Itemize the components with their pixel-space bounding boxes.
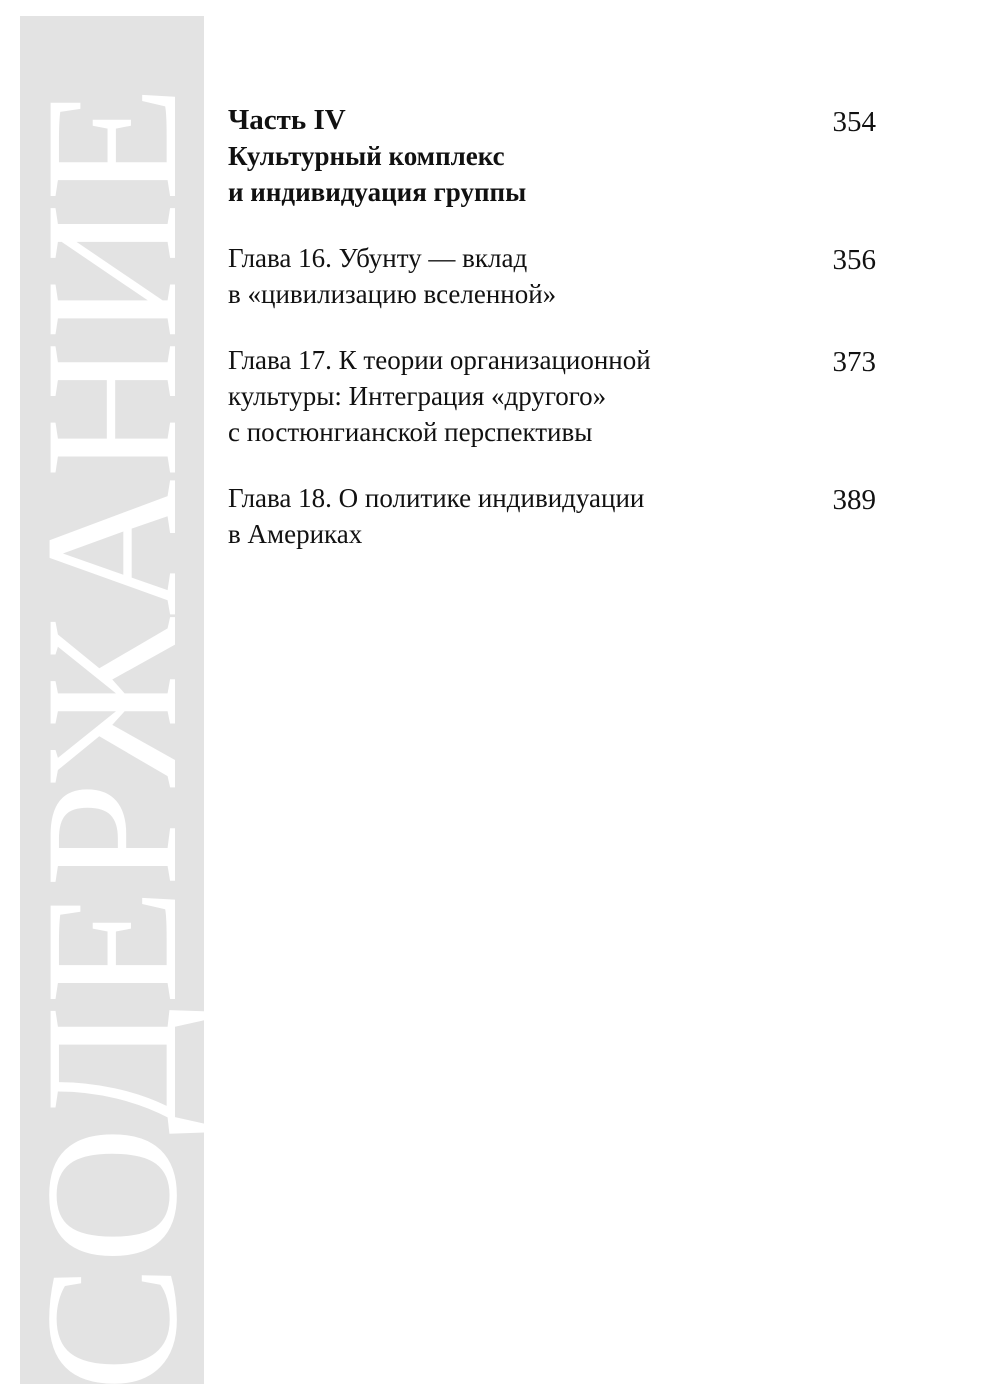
toc-entry-title (228, 480, 698, 552)
toc-entry-part-4[interactable] (228, 102, 876, 210)
side-title-band (7, 16, 217, 1392)
toc-entry-title (228, 240, 698, 312)
toc-entry-title-line: в Америках (228, 519, 363, 549)
toc-entry-chapter-18[interactable] (228, 480, 876, 552)
toc-page-number: 356 (832, 244, 876, 276)
toc-entry-title-line: Глава 17. К теории организационной (228, 345, 651, 375)
toc-entry-title-line: Глава 16. Убунту — вклад (228, 243, 528, 273)
toc-entry-title (228, 102, 698, 210)
toc-entry-chapter-16[interactable] (228, 240, 876, 312)
toc-entry-title-line: с постюнгианской перспективы (228, 417, 593, 447)
toc-entry-title-line: Культурный комплекс (228, 141, 505, 171)
toc-page-number: 354 (832, 106, 876, 138)
toc-page-number: 389 (832, 484, 876, 516)
toc-entry-title-line: Часть IV (228, 104, 346, 136)
toc-entry-title-line: Глава 18. О политике индивидуации (228, 483, 645, 513)
toc-entry-title-line: и индивидуация группы (228, 177, 527, 207)
toc-entry-title-line: культуры: Интеграция «другого» (228, 381, 607, 411)
toc-entry-title-line: в «цивилизацию вселенной» (228, 279, 557, 309)
toc-page-number: 373 (832, 346, 876, 378)
toc-entry-title (228, 342, 698, 450)
table-of-contents (228, 100, 876, 552)
toc-entry-chapter-17[interactable] (228, 342, 876, 450)
side-title: СОДЕРЖАНИЕ (7, 84, 217, 1392)
